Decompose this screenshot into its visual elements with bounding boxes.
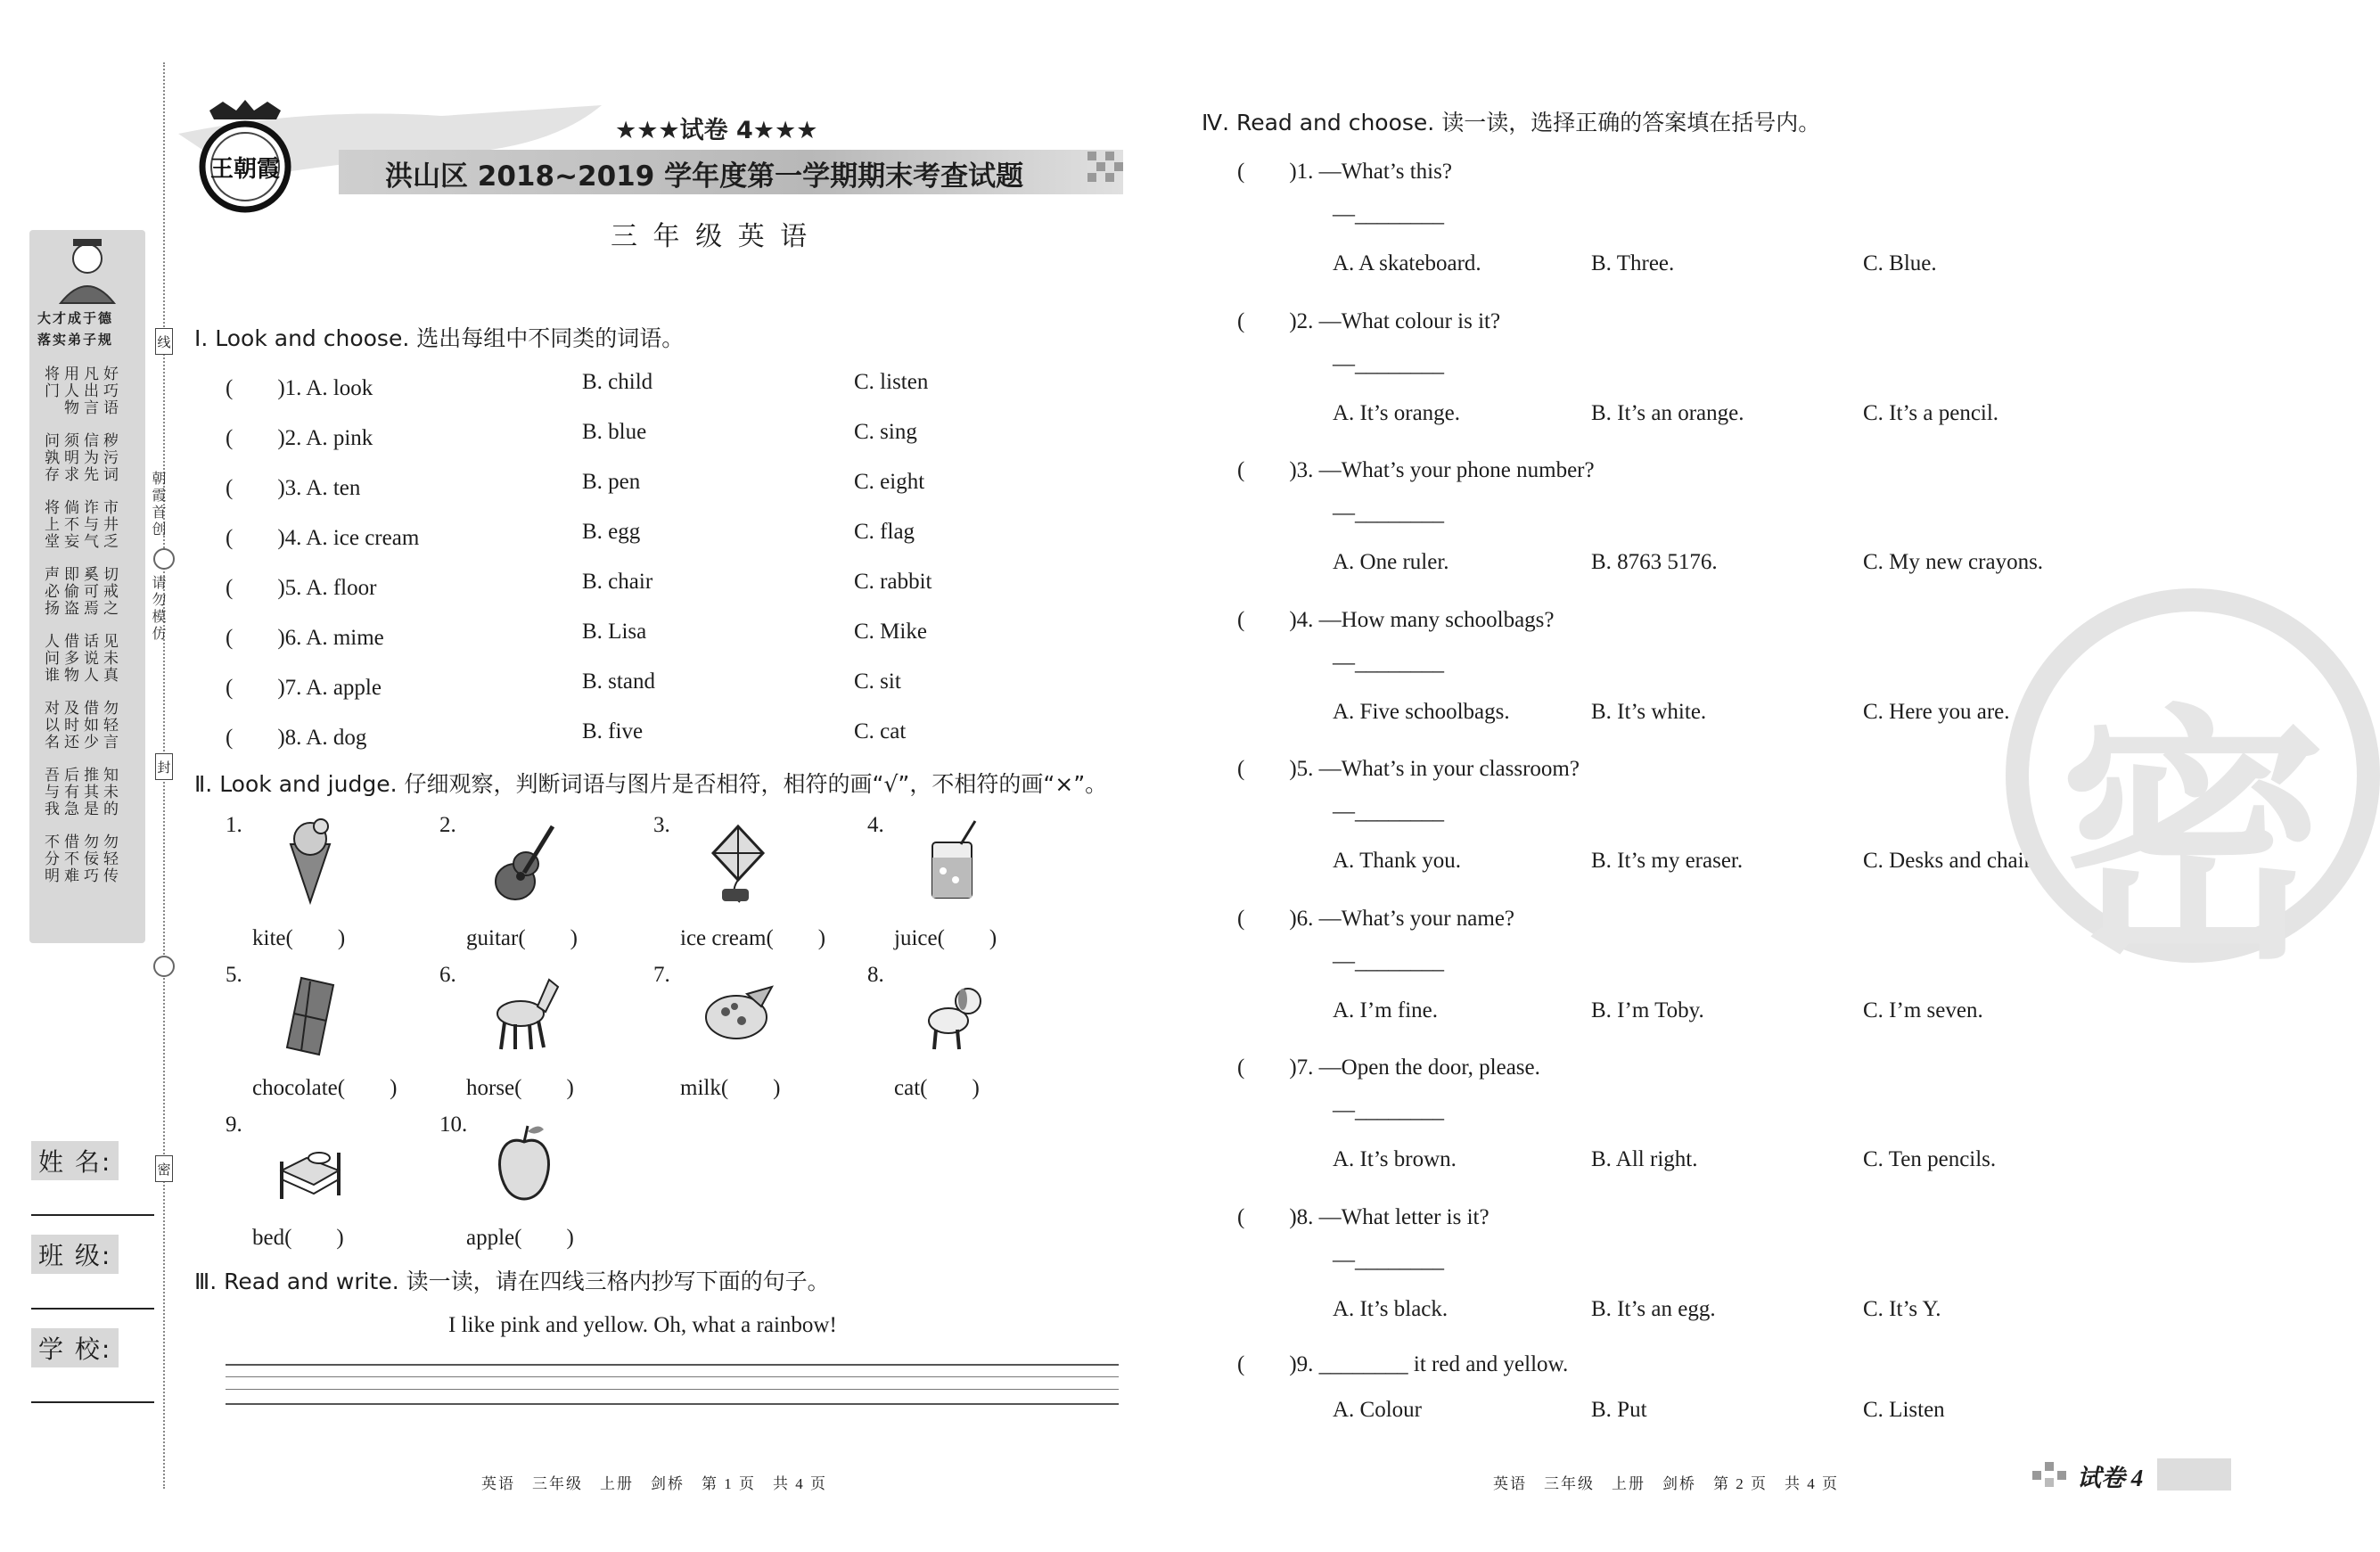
- motto-column: 借多物: [61, 633, 78, 684]
- exam-series: ★★★试卷 4★★★: [615, 117, 818, 144]
- option-a[interactable]: A. It’s orange.: [1333, 400, 1461, 425]
- publisher-logo: [192, 100, 299, 214]
- vertical-note-2: 请勿模仿: [150, 575, 167, 643]
- cut-mark-secret: 密: [155, 1155, 173, 1182]
- motto-column: 好巧语: [100, 365, 118, 416]
- motto-column: 市井乏: [100, 499, 118, 550]
- choice-option-c[interactable]: C. sing: [854, 420, 917, 444]
- dog-icon: [916, 967, 988, 1056]
- motto-column: 人问谁: [41, 633, 59, 684]
- motto-column: 切戒之: [100, 566, 118, 617]
- footer-left: 英语 三年级 上册 剑桥 第 1 页 共 4 页: [481, 1475, 827, 1492]
- option-c[interactable]: C. Blue.: [1863, 251, 1937, 275]
- question-4: ( )4. —How many schoolbags?: [1237, 607, 1555, 632]
- judge-label[interactable]: apple( ): [466, 1226, 574, 1250]
- choice-option-b[interactable]: B. pen: [582, 470, 641, 494]
- choice-option-b[interactable]: B. five: [582, 719, 644, 743]
- motto-group: [41, 700, 118, 751]
- logo-text: 王朝霞: [209, 156, 281, 183]
- choice-option-c[interactable]: C. listen: [854, 370, 929, 394]
- footer-right: 英语 三年级 上册 剑桥 第 2 页 共 4 页: [1493, 1475, 1839, 1492]
- judge-label[interactable]: horse( ): [466, 1076, 574, 1100]
- motto-column: 用人物: [61, 365, 78, 416]
- question-6: ( )6. —What’s your name?: [1237, 906, 1515, 931]
- section-1-heading: Ⅰ. Look and choose. 选出每组中不同类的词语。: [194, 325, 685, 351]
- judge-label[interactable]: ice cream( ): [680, 926, 826, 950]
- choice-question: ( )2. A. pink: [226, 426, 373, 450]
- picture-number: 7.: [653, 963, 670, 987]
- vertical-note-1: 朝霞首创: [150, 471, 167, 538]
- motto-group: [41, 633, 118, 684]
- picture-number: 9.: [226, 1113, 242, 1137]
- motto-column: 勿佞巧: [80, 833, 98, 884]
- motto-column: 问孰存: [41, 432, 59, 483]
- option-b[interactable]: B. It’s an orange.: [1591, 400, 1744, 425]
- choice-question: ( )3. A. ten: [226, 476, 361, 500]
- motto-column: 凡出言: [80, 365, 98, 416]
- picture-number: 5.: [226, 963, 242, 987]
- subject-title: 三 年 级 英 语: [611, 221, 811, 252]
- ice-cream-icon: [275, 817, 346, 907]
- binding-hole: [153, 956, 175, 977]
- cut-mark-line: 线: [155, 328, 173, 355]
- choice-option-c[interactable]: C. flag: [854, 520, 915, 544]
- motto-column: 吾与我: [41, 767, 59, 817]
- judge-label[interactable]: juice( ): [894, 926, 997, 950]
- choice-question: ( )4. A. ice cream: [226, 526, 420, 550]
- motto-column: 信为先: [80, 432, 98, 483]
- motto-group: [41, 365, 118, 416]
- option-b[interactable]: B. It’s an egg.: [1591, 1296, 1716, 1321]
- cut-mark-seal: 封: [155, 753, 173, 780]
- motto-column: 借不难: [61, 833, 78, 884]
- motto-column: 借如少: [80, 700, 98, 751]
- q9-option-c[interactable]: C. Listen: [1863, 1398, 1945, 1422]
- q9-option-b[interactable]: B. Put: [1591, 1398, 1647, 1422]
- question-3: ( )3. —What’s your phone number?: [1237, 458, 1595, 482]
- motto-group: [41, 833, 118, 884]
- picture-number: 4.: [867, 813, 884, 837]
- option-c[interactable]: C. Desks and chairs.: [1863, 849, 2046, 873]
- bed-icon: [275, 1117, 346, 1206]
- choice-option-c[interactable]: C. cat: [854, 719, 907, 743]
- motto-column: 将门: [41, 365, 59, 399]
- name-label: 姓 名:: [31, 1141, 119, 1180]
- school-field[interactable]: [31, 1401, 154, 1403]
- motto-column: 勿轻传: [100, 833, 118, 884]
- section-3-heading: Ⅲ. Read and write. 读一读，请在四线三格内抄写下面的句子。: [194, 1269, 830, 1294]
- copy-sentence: I like pink and yellow. Oh, what a rainbow!: [448, 1313, 837, 1337]
- choice-option-b[interactable]: B. chair: [582, 570, 653, 594]
- checker-decoration: [1087, 152, 1123, 193]
- motto-group: [41, 566, 118, 617]
- motto-column: 须明求: [61, 432, 78, 483]
- option-c[interactable]: C. Ten pencils.: [1863, 1147, 1997, 1171]
- question-2: ( )2. —What colour is it?: [1237, 308, 1501, 333]
- footer-checker-decoration: [2032, 1462, 2077, 1489]
- option-a[interactable]: A. A skateboard.: [1333, 251, 1481, 275]
- judge-label[interactable]: bed( ): [252, 1226, 344, 1250]
- motto-column: 知未的: [100, 767, 118, 817]
- pizza-icon: [702, 967, 774, 1056]
- option-b[interactable]: B. It’s my eraser.: [1591, 849, 1744, 873]
- option-b[interactable]: B. It’s white.: [1591, 699, 1707, 724]
- picture-number: 10.: [439, 1113, 468, 1137]
- choice-option-c[interactable]: C. Mike: [854, 620, 927, 644]
- motto-group: [41, 767, 118, 817]
- writing-line: [226, 1364, 1119, 1366]
- motto-column: 声必扬: [41, 566, 59, 617]
- answer-blank[interactable]: —________: [1333, 1098, 1444, 1122]
- answer-blank[interactable]: —________: [1333, 351, 1444, 376]
- option-b[interactable]: B. All right.: [1591, 1147, 1698, 1171]
- chocolate-icon: [275, 967, 346, 1056]
- option-a[interactable]: A. It’s brown.: [1333, 1147, 1457, 1171]
- section-2-heading: Ⅱ. Look and judge. 仔细观察，判断词语与图片是否相符，相符的画“√”，不相符的画“×”。: [194, 771, 1108, 797]
- choice-question: ( )6. A. mime: [226, 626, 384, 650]
- name-field[interactable]: [31, 1214, 154, 1216]
- answer-blank[interactable]: —________: [1333, 650, 1444, 675]
- choice-question: ( )1. A. look: [226, 376, 373, 400]
- school-label: 学 校:: [31, 1328, 119, 1367]
- answer-blank[interactable]: —________: [1333, 501, 1444, 525]
- choice-option-b[interactable]: B. child: [582, 370, 653, 394]
- kite-icon: [702, 817, 774, 907]
- motto-columns: [41, 365, 118, 884]
- picture-number: 6.: [439, 963, 456, 987]
- motto-column: 话说人: [80, 633, 98, 684]
- choice-question: ( )8. A. dog: [226, 726, 367, 750]
- choice-option-c[interactable]: C. eight: [854, 470, 925, 494]
- binding-hole: [153, 548, 175, 570]
- motto-column: 对以名: [41, 700, 59, 751]
- motto-column: 勿轻言: [100, 700, 118, 751]
- motto-column: 不分明: [41, 833, 59, 884]
- answer-blank[interactable]: —________: [1333, 202, 1444, 226]
- motto-column: 奚可焉: [80, 566, 98, 617]
- option-a[interactable]: A. I’m fine.: [1333, 998, 1439, 1022]
- picture-number: 8.: [867, 963, 884, 987]
- apple-icon: [488, 1117, 560, 1206]
- judge-label[interactable]: cat( ): [894, 1076, 980, 1100]
- choice-option-b[interactable]: B. blue: [582, 420, 647, 444]
- choice-option-b[interactable]: B. egg: [582, 520, 641, 544]
- scholar-icon: [43, 234, 132, 305]
- picture-number: 3.: [653, 813, 670, 837]
- option-b[interactable]: B. I’m Toby.: [1591, 998, 1704, 1022]
- option-a[interactable]: A. It’s black.: [1333, 1296, 1449, 1321]
- watermark-char: 密: [2059, 684, 2327, 995]
- choice-question: ( )7. A. apple: [226, 676, 382, 700]
- choice-question: ( )5. A. floor: [226, 576, 377, 600]
- motto-column: 见未真: [100, 633, 118, 684]
- writing-line: [226, 1376, 1119, 1377]
- motto-column: 即偷盗: [61, 566, 78, 617]
- motto-column: 及时还: [61, 700, 78, 751]
- class-field[interactable]: [31, 1308, 154, 1310]
- option-a[interactable]: A. Five schoolbags.: [1333, 699, 1510, 724]
- picture-number: 1.: [226, 813, 242, 837]
- option-c[interactable]: C. I’m seven.: [1863, 998, 1983, 1022]
- answer-blank[interactable]: —________: [1333, 948, 1444, 973]
- question-9: ( )9. ________ it red and yellow.: [1237, 1352, 1569, 1376]
- motto-column: 倘不妄: [61, 499, 78, 550]
- judge-label[interactable]: kite( ): [252, 926, 346, 950]
- slogan-1: 大才成于德: [37, 310, 114, 326]
- option-a[interactable]: A. One ruler.: [1333, 550, 1449, 574]
- slogan-2: 落实弟子规: [37, 332, 114, 348]
- choice-option-b[interactable]: B. Lisa: [582, 620, 647, 644]
- class-label: 班 级:: [31, 1235, 119, 1274]
- question-5: ( )5. —What’s in your classroom?: [1237, 757, 1580, 781]
- answer-blank[interactable]: —________: [1333, 800, 1444, 824]
- option-b[interactable]: B. 8763 5176.: [1591, 550, 1718, 574]
- judge-label[interactable]: milk( ): [680, 1076, 781, 1100]
- option-b[interactable]: B. Three.: [1591, 251, 1675, 275]
- judge-label[interactable]: guitar( ): [466, 926, 578, 950]
- motto-column: 诈与气: [80, 499, 98, 550]
- footer-tag: 试卷 4: [2077, 1465, 2144, 1491]
- juice-icon: [916, 817, 988, 907]
- motto-column: 推其是: [80, 767, 98, 817]
- horse-icon: [488, 967, 560, 1056]
- motto-group: [41, 432, 118, 483]
- footer-tag-bar: [2157, 1458, 2231, 1490]
- choice-option-b[interactable]: B. stand: [582, 669, 655, 694]
- choice-option-c[interactable]: C. sit: [854, 669, 901, 694]
- question-7: ( )7. —Open the door, please.: [1237, 1055, 1540, 1080]
- section-4-heading: Ⅳ. Read and choose. 读一读，选择正确的答案填在括号内。: [1202, 110, 1821, 135]
- guitar-icon: [488, 817, 560, 907]
- picture-number: 2.: [439, 813, 456, 837]
- writing-line: [226, 1389, 1119, 1390]
- option-c[interactable]: C. My new crayons.: [1863, 550, 2044, 574]
- option-c[interactable]: C. It’s Y.: [1863, 1296, 1941, 1321]
- motto-group: [41, 499, 118, 550]
- question-1: ( )1. —What’s this?: [1237, 160, 1452, 184]
- motto-column: 秽污词: [100, 432, 118, 483]
- motto-column: 将上堂: [41, 499, 59, 550]
- judge-label[interactable]: chocolate( ): [252, 1076, 398, 1100]
- question-8: ( )8. —What letter is it?: [1237, 1204, 1490, 1229]
- answer-blank[interactable]: —________: [1333, 1247, 1444, 1272]
- motto-column: 后有急: [61, 767, 78, 817]
- writing-line: [226, 1403, 1119, 1405]
- option-c[interactable]: C. Here you are.: [1863, 699, 2010, 724]
- exam-title: 洪山区 2018~2019 学年度第一学期期末考查试题: [385, 160, 1024, 193]
- choice-option-c[interactable]: C. rabbit: [854, 570, 932, 594]
- option-a[interactable]: A. Thank you.: [1333, 849, 1461, 873]
- option-c[interactable]: C. It’s a pencil.: [1863, 400, 1999, 425]
- q9-option-a[interactable]: A. Colour: [1333, 1398, 1422, 1422]
